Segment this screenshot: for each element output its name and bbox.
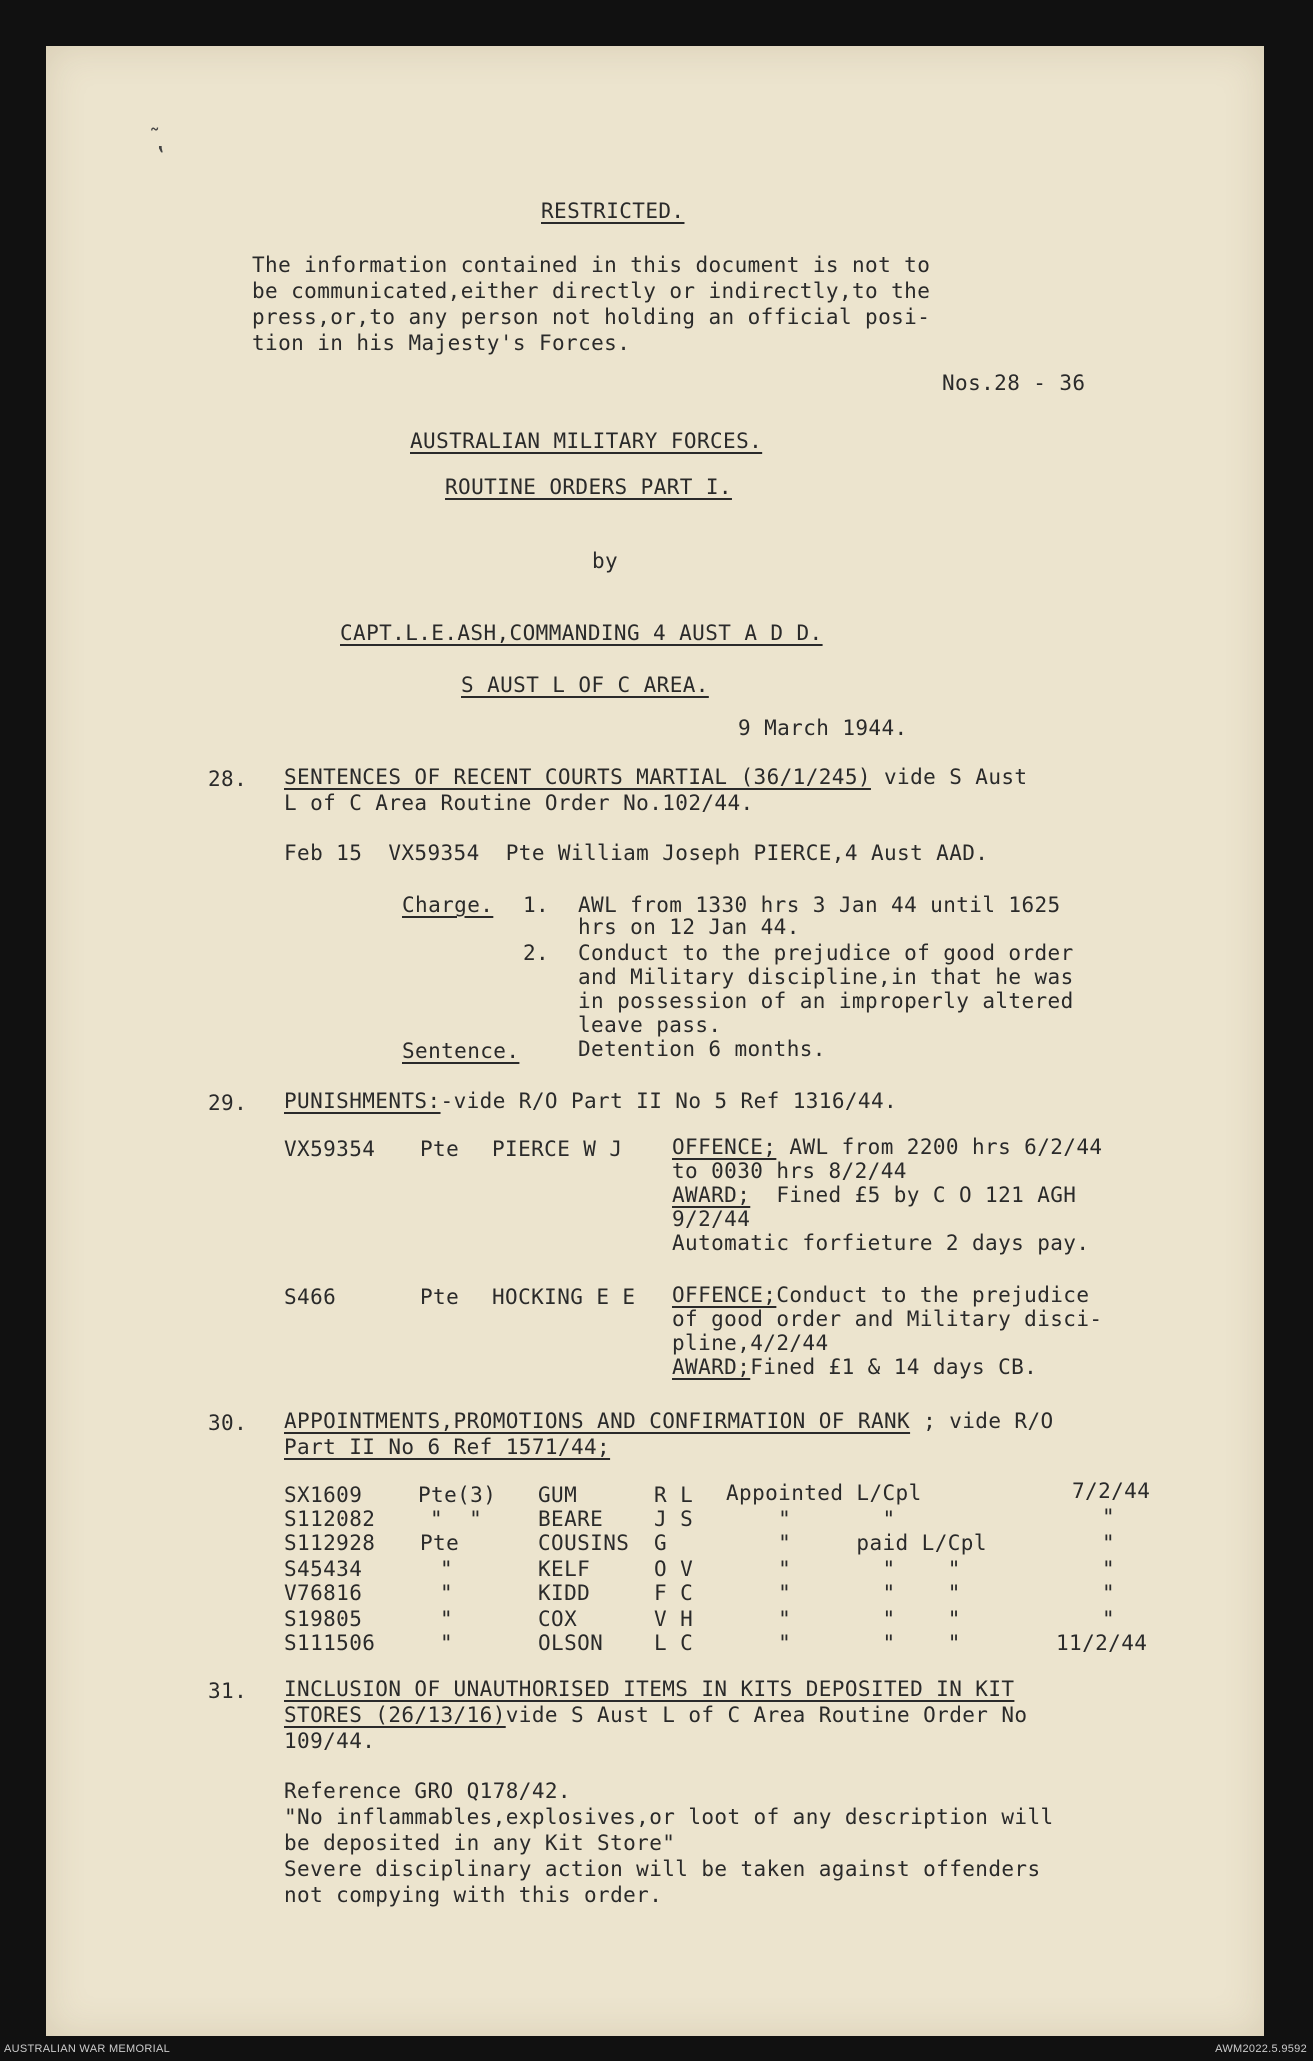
sentence-text: Detention 6 months. [578, 1037, 826, 1061]
offence-label: OFFENCE; [672, 1283, 777, 1307]
order-date: 9 March 1944. [738, 716, 908, 740]
soldier-name: COUSINS [538, 1531, 630, 1555]
charge-text: and Military discipline,in that he was [578, 965, 1074, 989]
offence-text: of good order and Military disci- [672, 1307, 1103, 1331]
soldier-name: PIERCE W J [492, 1137, 623, 1161]
charge-text: leave pass. [578, 1013, 722, 1037]
court-martial-entry: Feb 15 VX59354 Pte William Joseph PIERCE,4 Aust AAD. [284, 841, 989, 865]
order-numbers: Nos.28 - 36 [942, 371, 1086, 395]
rank: " [440, 1631, 454, 1655]
initials: L C [654, 1631, 694, 1655]
item-heading [284, 1408, 1054, 1434]
rank: Pte(3) [418, 1483, 497, 1507]
rank: Pte [420, 1285, 460, 1309]
action: " " " [726, 1607, 961, 1631]
footer-reference: AWM2022.5.9592 [1215, 2043, 1307, 2055]
award-line [672, 1354, 1037, 1380]
offence-text: to 0030 hrs 8/2/44 [672, 1159, 907, 1183]
soldier-name: KIDD [538, 1581, 591, 1605]
rank: " [440, 1557, 454, 1581]
heading-text: SENTENCES OF RECENT COURTS MARTIAL (36/1/245) [284, 765, 871, 789]
charge-number: 1. [523, 893, 550, 917]
charge-number: 2. [523, 941, 550, 965]
pencil-mark: ‛ [154, 144, 168, 169]
service-number: S466 [284, 1285, 337, 1309]
action: " " [726, 1507, 896, 1531]
effective-date: " [1102, 1607, 1116, 1631]
service-number: SX1609 [284, 1483, 363, 1507]
effective-date: " [1102, 1557, 1116, 1581]
award-label: AWARD; [672, 1355, 751, 1379]
service-number: S111506 [284, 1631, 376, 1655]
item-heading: INCLUSION OF UNAUTHORISED ITEMS IN KITS DEPOSITED IN KIT [284, 1677, 1015, 1701]
initials: O V [654, 1557, 694, 1581]
offence-line [672, 1282, 1089, 1308]
award-label: AWARD; [672, 1183, 751, 1207]
service-number: S19805 [284, 1607, 363, 1631]
service-number: S112928 [284, 1531, 376, 1555]
soldier-name: GUM [538, 1483, 578, 1507]
heading-rest: ; vide R/O [910, 1409, 1054, 1433]
soldier-name: OLSON [538, 1631, 604, 1655]
heading-text: STORES (26/13/16) [284, 1703, 506, 1727]
rank: Pte [420, 1137, 460, 1161]
warning-line: Severe disciplinary action will be taken against offenders [284, 1857, 1041, 1881]
action: Appointed L/Cpl [726, 1481, 922, 1505]
by-line: by [592, 549, 619, 573]
effective-date: 11/2/44 [1056, 1631, 1148, 1655]
title-routine-orders: ROUTINE ORDERS PART I. [445, 475, 732, 499]
warning-line: not compying with this order. [284, 1883, 663, 1907]
effective-date: " [1102, 1505, 1116, 1529]
action: " " " [726, 1557, 961, 1581]
item-number: 29. [208, 1091, 248, 1115]
heading-text: PUNISHMENTS: [284, 1089, 441, 1113]
award-text: 9/2/44 [672, 1207, 751, 1231]
service-number: S45434 [284, 1557, 363, 1581]
offence-label: OFFENCE; [672, 1135, 777, 1159]
initials: R L [654, 1483, 694, 1507]
quote-line: be deposited in any Kit Store" [284, 1831, 676, 1855]
item-line: Part II No 6 Ref 1571/44; [284, 1435, 611, 1459]
item-number: 30. [208, 1411, 248, 1435]
effective-date: " [1102, 1581, 1116, 1605]
charge-label: Charge. [402, 893, 494, 917]
action: " " " [726, 1631, 961, 1655]
item-number: 31. [208, 1679, 248, 1703]
effective-date: 7/2/44 [1072, 1479, 1151, 1503]
footer-archive: AUSTRALIAN WAR MEMORIAL [4, 2043, 171, 2055]
title-forces: AUSTRALIAN MILITARY FORCES. [410, 429, 763, 453]
notice-line: tion in his Majesty's Forces. [252, 331, 631, 355]
charge-text: AWL from 1330 hrs 3 Jan 44 until 1625 [578, 893, 1061, 917]
item-heading [284, 764, 1027, 790]
action: " " " [726, 1581, 961, 1605]
award-text: Fined £5 by C O 121 AGH [750, 1183, 1077, 1207]
initials: V H [654, 1607, 694, 1631]
notice-line: be communicated,either directly or indirectly,to the [252, 279, 931, 303]
quote-line: "No inflammables,explosives,or loot of any description will [284, 1805, 1054, 1829]
offence-text: Conduct to the prejudice [776, 1283, 1090, 1307]
notice-line: press,or,to any person not holding an official posi- [252, 305, 931, 329]
item-line: 109/44. [284, 1729, 376, 1753]
initials: J S [654, 1507, 694, 1531]
rank: Pte [420, 1531, 460, 1555]
award-text: Fined £1 & 14 days CB. [750, 1355, 1038, 1379]
heading-rest: vide S Aust [870, 765, 1028, 789]
charge-text: in possession of an improperly altered [578, 989, 1074, 1013]
heading-text: APPOINTMENTS,PROMOTIONS AND CONFIRMATION OF RANK [284, 1409, 911, 1433]
service-number: S112082 [284, 1507, 376, 1531]
offence-text: pline,4/2/44 [672, 1331, 829, 1355]
offence-text: AWL from 2200 hrs 6/2/44 [776, 1135, 1103, 1159]
charge-text: hrs on 12 Jan 44. [578, 915, 800, 939]
commander-line: CAPT.L.E.ASH,COMMANDING 4 AUST A D D. [340, 621, 823, 645]
service-number: V76816 [284, 1581, 363, 1605]
rank: " [440, 1581, 454, 1605]
heading-rest: vide S Aust L of C Area Routine Order No [505, 1703, 1028, 1727]
heading-rest: -vide R/O Part II No 5 Ref 1316/44. [440, 1089, 898, 1113]
award-line [672, 1182, 1076, 1208]
offence-line [672, 1134, 1102, 1160]
service-number: VX59354 [284, 1137, 376, 1161]
rank: " " [430, 1507, 483, 1531]
item-heading [284, 1088, 897, 1114]
soldier-name: KELF [538, 1557, 591, 1581]
action: " paid L/Cpl [726, 1531, 987, 1555]
item-heading-cont [284, 1702, 1027, 1728]
item-line: L of C Area Routine Order No.102/44. [284, 791, 754, 815]
item-number: 28. [208, 767, 248, 791]
area-line: S AUST L OF C AREA. [461, 673, 709, 697]
notice-line: The information contained in this document is not to [252, 253, 931, 277]
initials: G [654, 1531, 668, 1555]
charge-text: Conduct to the prejudice of good order [578, 941, 1074, 965]
award-text: Automatic forfieture 2 days pay. [672, 1231, 1090, 1255]
pencil-mark: ˜ [148, 126, 162, 151]
effective-date: " [1102, 1531, 1116, 1555]
soldier-name: BEARE [538, 1507, 604, 1531]
rank: " [440, 1607, 454, 1631]
sentence-label: Sentence. [402, 1039, 520, 1063]
reference-line: Reference GRO Q178/42. [284, 1779, 571, 1803]
restricted-heading: RESTRICTED. [541, 199, 685, 223]
soldier-name: COX [538, 1607, 578, 1631]
soldier-name: HOCKING E E [492, 1285, 636, 1309]
initials: F C [654, 1581, 694, 1605]
